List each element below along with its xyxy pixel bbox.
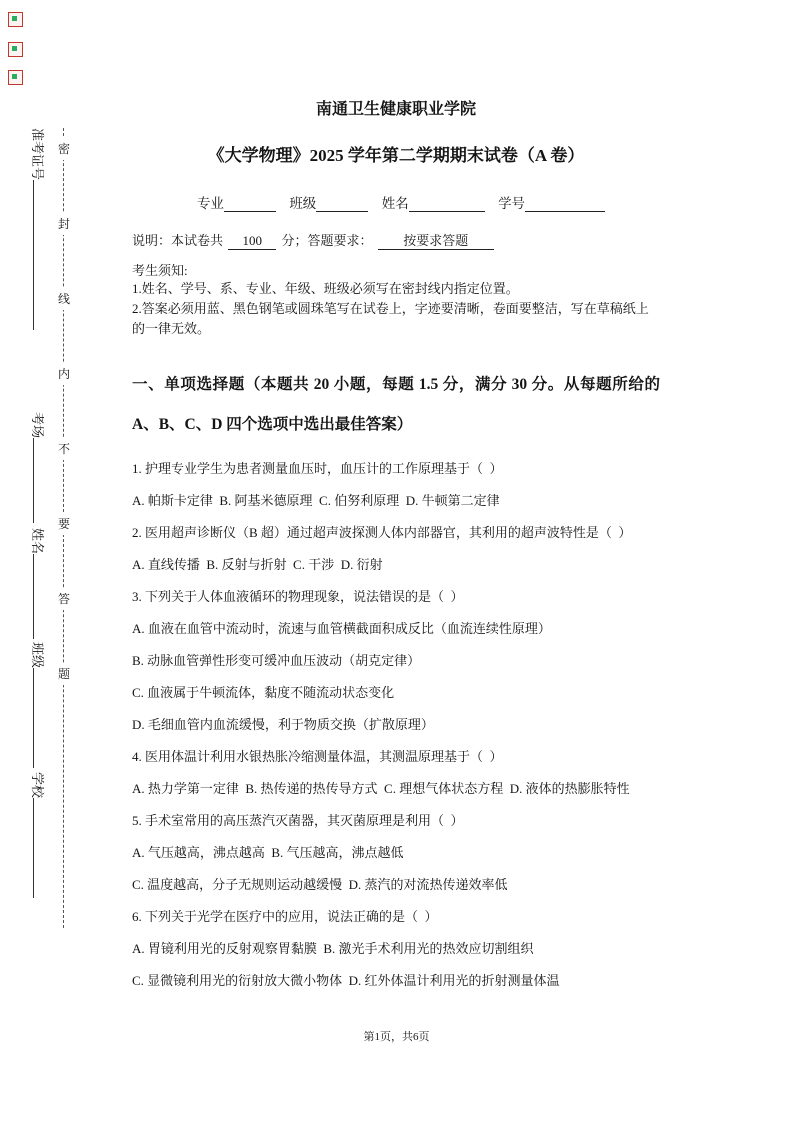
seal-char: 答 <box>57 588 71 610</box>
corner-mark-icon <box>8 70 23 85</box>
seal-char: 题 <box>57 663 71 685</box>
write-in-blank <box>33 668 34 768</box>
instruction-middle: 分；答题要求： <box>281 233 373 248</box>
seal-char: 不 <box>57 438 71 460</box>
seal-char: 封 <box>57 213 71 235</box>
question-option-c: C. 血液属于牛顿流体，黏度不随流动状态变化 <box>132 685 395 700</box>
sidebar-field-name <box>29 528 48 639</box>
page-number: 第1页，共6页 <box>363 1031 430 1043</box>
field-label-class: 班级 <box>289 196 317 211</box>
notice-item: 2.答案必须用蓝、黑色钢笔或圆珠笔写在试卷上，字迹要清晰，卷面要整洁，写在草稿纸上的一律无效。 <box>132 301 649 336</box>
question-4 <box>132 747 660 798</box>
question-stem: 2. 医用超声诊断仪（B 超）通过超声波探测人体内部器官，其利用的超声波特性是（ ） <box>132 525 632 540</box>
question-options-cd: C. 温度越高，分子无规则运动越缓慢 D. 蒸汽的对流热传递效率低 <box>132 877 508 892</box>
seal-char: 要 <box>57 513 71 535</box>
blank-major <box>224 197 276 212</box>
sidebar-field-exam-room <box>29 412 48 523</box>
blank-class <box>316 197 368 212</box>
write-in-blank <box>33 438 34 523</box>
blank-student-id <box>525 197 605 212</box>
sidebar-field-class <box>29 642 48 768</box>
field-label-major: 专业 <box>196 196 224 211</box>
section-title: 一、单项选择题（本题共 20 小题，每题 1.5 分，满分 30 分。从每题所给的 A、B、C、D 四个选项中选出最佳答案） <box>132 376 660 433</box>
question-option-b: B. 动脉血管弹性形变可缓冲血压波动（胡克定律） <box>132 653 421 668</box>
question-options-cd: C. 显微镜利用光的衍射放大微小物体 D. 红外体温计利用光的折射测量体温 <box>132 973 560 988</box>
write-in-blank <box>33 798 34 898</box>
corner-mark-icon <box>8 12 23 27</box>
corner-mark-icon <box>8 42 23 57</box>
question-stem: 6. 下列关于光学在医疗中的应用，说法正确的是（ ） <box>132 909 438 924</box>
write-in-blank <box>33 180 34 330</box>
write-in-blank <box>33 554 34 639</box>
field-label-student-id: 学号 <box>498 196 526 211</box>
seal-line <box>57 128 71 928</box>
sidebar-field-school <box>29 772 48 898</box>
question-2 <box>132 523 660 574</box>
question-options: A. 帕斯卡定律 B. 阿基米德原理 C. 伯努利原理 D. 牛顿第二定律 <box>132 493 500 508</box>
student-info-row <box>132 192 660 212</box>
question-options-ab: A. 气压越高，沸点越高 B. 气压越高，沸点越低 <box>132 845 404 860</box>
question-stem: 3. 下列关于人体血液循环的物理现象，说法错误的是（ ） <box>132 589 464 604</box>
total-score: 100 <box>228 233 276 250</box>
question-list <box>132 459 660 990</box>
question-options: A. 直线传播 B. 反射与折射 C. 干涉 D. 衍射 <box>132 557 383 572</box>
instruction-prefix: 说明：本试卷共 <box>132 233 224 248</box>
notice-title: 考生须知: <box>132 263 188 278</box>
field-label-name: 姓名 <box>381 196 409 211</box>
question-option-d: D. 毛细血管内血流缓慢，利于物质交换（扩散原理） <box>132 717 434 732</box>
sidebar-field-label: 学校 <box>30 772 45 799</box>
question-3 <box>132 587 660 734</box>
question-stem: 5. 手术室常用的高压蒸汽灭菌器，其灭菌原理是利用（ ） <box>132 813 464 828</box>
question-options-ab: A. 胃镜利用光的反射观察胃黏膜 B. 激光手术利用光的热效应切割组织 <box>132 941 534 956</box>
seal-char: 密 <box>57 138 71 160</box>
school-title: 南通卫生健康职业学院 <box>315 101 476 118</box>
sidebar-field-label: 姓名 <box>30 528 45 555</box>
seal-char: 内 <box>57 363 71 385</box>
question-stem: 4. 医用体温计利用水银热胀冷缩测量体温，其测温原理基于（ ） <box>132 749 503 764</box>
sidebar-field-label: 班级 <box>30 642 45 669</box>
exam-title: 《大学物理》2025 学年第二学期期末试卷（A 卷） <box>207 146 585 165</box>
question-6 <box>132 907 660 990</box>
blank-name <box>409 197 485 212</box>
answer-requirement: 按要求答题 <box>378 230 494 250</box>
question-1 <box>132 459 660 510</box>
notice-item: 1.姓名、学号、系、专业、年级、班级必须写在密封线内指定位置。 <box>132 281 519 296</box>
question-option-a: A. 血液在血管中流动时，流速与血管横截面积成反比（血流连续性原理） <box>132 621 551 636</box>
exam-content <box>132 96 660 1003</box>
sidebar-field-exam-number <box>29 128 48 330</box>
question-5 <box>132 811 660 894</box>
question-stem: 1. 护理专业学生为患者测量血压时，血压计的工作原理基于（ ） <box>132 461 503 476</box>
exam-instruction <box>132 230 660 250</box>
sidebar-field-label: 准考证号 <box>30 128 45 181</box>
sidebar-field-label: 考场 <box>30 412 45 439</box>
question-options: A. 热力学第一定律 B. 热传递的热传导方式 C. 理想气体状态方程 D. 液体的热膨胀特性 <box>132 781 630 796</box>
seal-char: 线 <box>57 288 71 310</box>
